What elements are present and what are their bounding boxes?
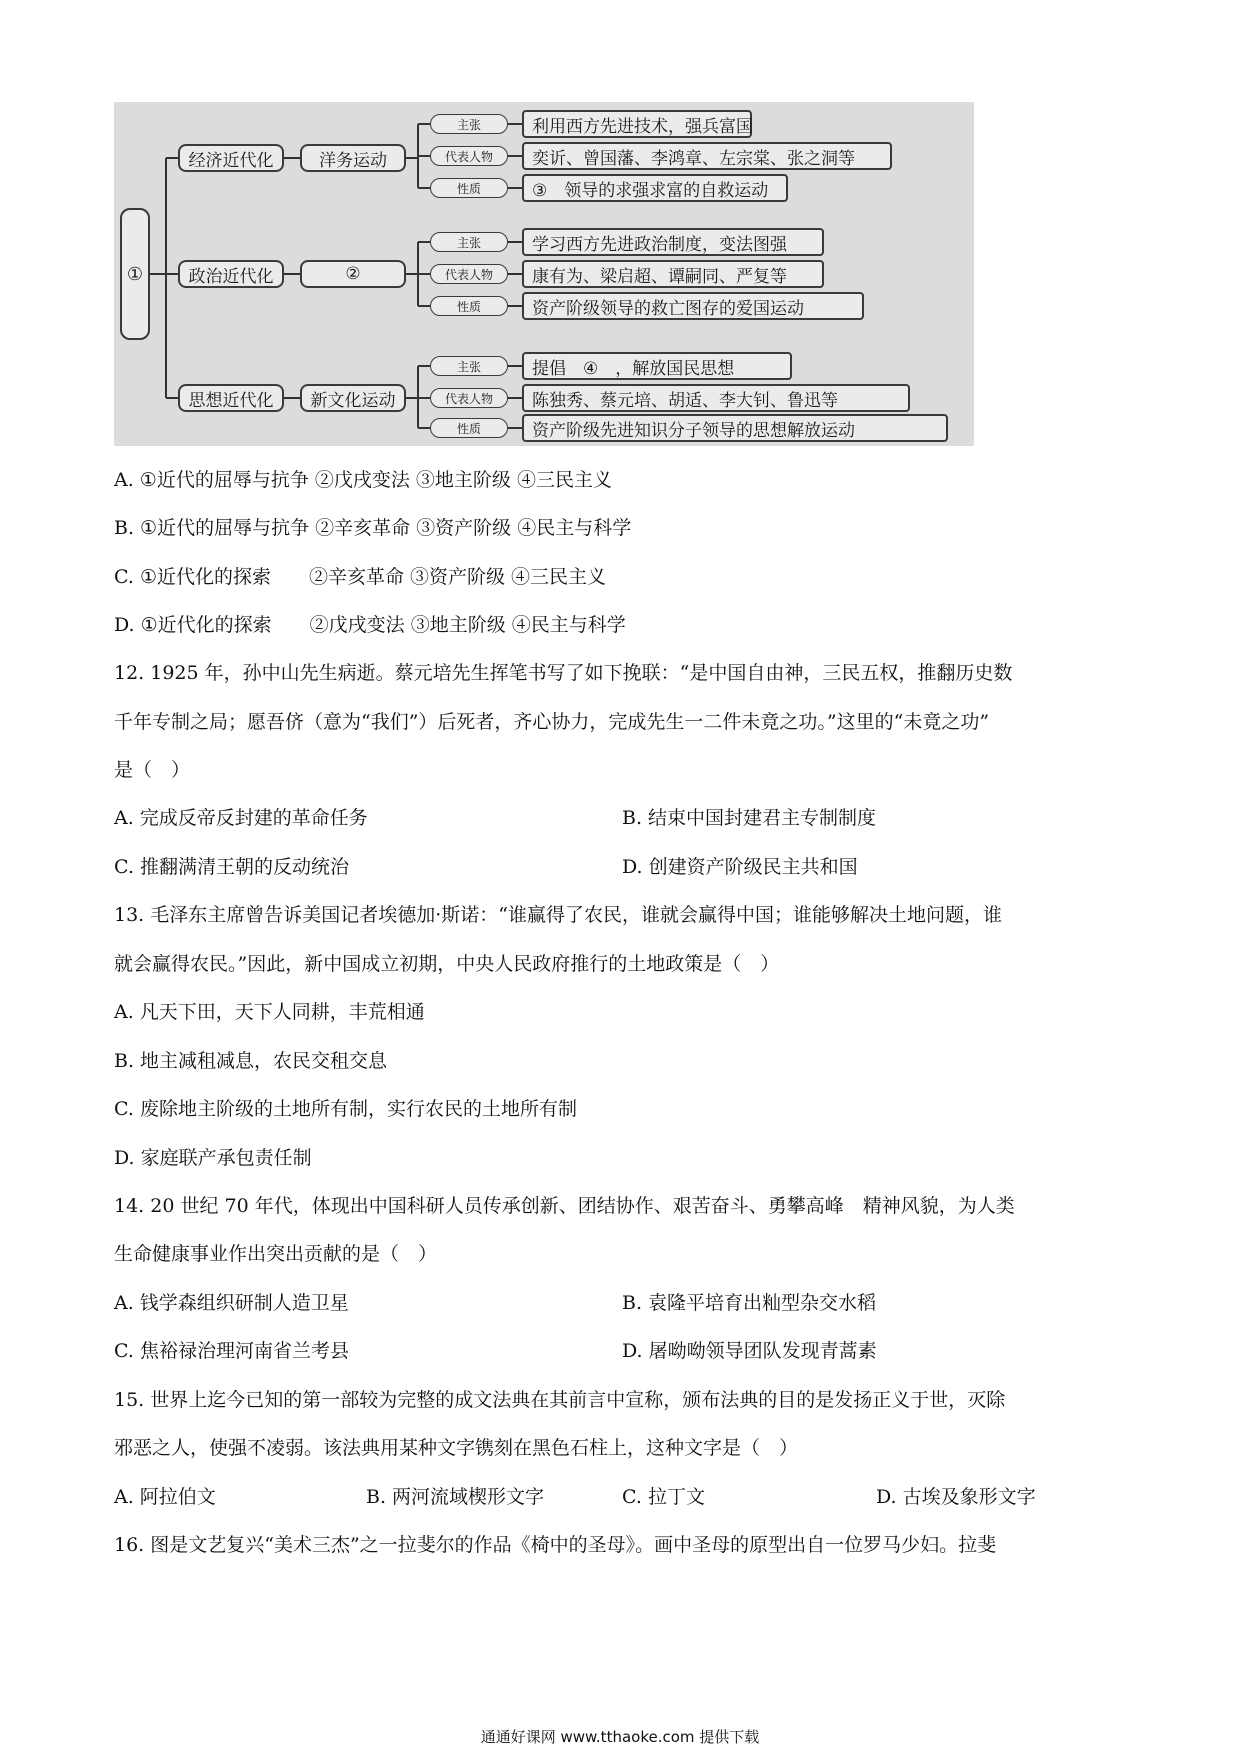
q14-stem-line: 生命健康事业作出突出贡献的是（ ） — [114, 1243, 438, 1265]
q12-option-a: A. 完成反帝反封建的革命任务 — [114, 807, 368, 829]
q12-option-d: D. 创建资产阶级民主共和国 — [622, 856, 858, 878]
q14-option-b: B. 袁隆平培育出籼型杂交水稻 — [622, 1292, 877, 1314]
q12-stem-line: 是（ ） — [114, 759, 191, 781]
q14-option-d: D. 屠呦呦领导团队发现青蒿素 — [622, 1340, 877, 1362]
description-box: 奕䜣、曾国藩、李鸿章、左宗棠、张之洞等 — [522, 142, 892, 170]
q16-stem-line: 16. 图是文艺复兴“美术三杰”之一拉斐尔的作品《椅中的圣母》。画中圣母的原型出自一位罗马少妇。拉斐 — [114, 1534, 997, 1556]
category-ideological-box: 思想近代化 — [178, 384, 284, 412]
q15-option-d: D. 古埃及象形文字 — [876, 1486, 1036, 1508]
q13-option-b: B. 地主减租减息，农民交租交息 — [114, 1050, 388, 1072]
q13-option-a: A. 凡天下田，天下人同耕，丰荒相通 — [114, 1001, 425, 1023]
description-box: 资产阶级先进知识分子领导的思想解放运动 — [522, 414, 948, 442]
knowledge-diagram-image — [114, 102, 974, 446]
description-box: 提倡 ④ ，解放国民思想 — [522, 352, 792, 380]
description-box: 利用西方先进技术，强兵富国 — [522, 110, 752, 138]
category-political-box: 政治近代化 — [178, 260, 284, 288]
tag-box: 主张 — [430, 114, 508, 134]
movement-blank-2-box: ② — [300, 260, 406, 288]
q15-stem-line: 15. 世界上迄今已知的第一部较为完整的成文法典在其前言中宣称，颁布法典的目的是发扬正义于世，灭除 — [114, 1389, 1006, 1411]
tag-box: 代表人物 — [430, 388, 508, 408]
q13-option-d: D. 家庭联产承包责任制 — [114, 1147, 312, 1169]
q12-option-b: B. 结束中国封建君主专制制度 — [622, 807, 877, 829]
q13-stem-line: 就会赢得农民。”因此，新中国成立初期，中央人民政府推行的土地政策是（ ） — [114, 953, 780, 975]
q14-option-c: C. 焦裕禄治理河南省兰考县 — [114, 1340, 349, 1362]
q13-option-c: C. 废除地主阶级的土地所有制，实行农民的土地所有制 — [114, 1098, 577, 1120]
q12-stem-line: 千年专制之局；愿吾侪（意为“我们”）后死者，齐心协力，完成先生一二件未竟之功。”这里的“未竟之功” — [114, 711, 990, 733]
q15-option-c: C. 拉丁文 — [622, 1486, 705, 1508]
q11-option-d: D. ①近代化的探索 ②戊戌变法 ③地主阶级 ④民主与科学 — [114, 614, 626, 636]
movement-new-culture-box: 新文化运动 — [300, 384, 406, 412]
description-box: 资产阶级领导的救亡图存的爱国运动 — [522, 292, 864, 320]
tag-box: 代表人物 — [430, 146, 508, 166]
q15-option-b: B. 两河流域楔形文字 — [366, 1486, 545, 1508]
category-economic-box: 经济近代化 — [178, 144, 284, 172]
description-box: 学习西方先进政治制度，变法图强 — [522, 228, 824, 256]
description-box: ③ 领导的求强求富的自救运动 — [522, 174, 788, 202]
q11-option-a: A. ①近代的屈辱与抗争 ②戊戌变法 ③地主阶级 ④三民主义 — [114, 469, 612, 491]
q13-stem-line: 13. 毛泽东主席曾告诉美国记者埃德加·斯诺：“谁赢得了农民，谁就会赢得中国；谁能够解决土地问题，谁 — [114, 904, 1003, 926]
q12-stem-line: 12. 1925 年，孙中山先生病逝。蔡元培先生挥笔书写了如下挽联：“是中国自由神，三民五权，推翻历史数 — [114, 662, 1013, 684]
q15-option-a: A. 阿拉伯文 — [114, 1486, 216, 1508]
tag-box: 代表人物 — [430, 264, 508, 284]
movement-westernization-box: 洋务运动 — [300, 144, 406, 172]
description-box: 陈独秀、蔡元培、胡适、李大钊、鲁迅等 — [522, 384, 910, 412]
q12-option-c: C. 推翻满清王朝的反动统治 — [114, 856, 349, 878]
q14-stem-line: 14. 20 世纪 70 年代，体现出中国科研人员传承创新、团结协作、艰苦奋斗、勇攀高峰 精神风貌，为人类 — [114, 1195, 1015, 1217]
tag-box: 主张 — [430, 232, 508, 252]
diagram-root-box: ① — [120, 208, 150, 340]
tag-box: 性质 — [430, 418, 508, 438]
q15-stem-line: 邪恶之人，使强不凌弱。该法典用某种文字镌刻在黑色石柱上，这种文字是（ ） — [114, 1437, 799, 1459]
tag-box: 性质 — [430, 178, 508, 198]
q14-option-a: A. 钱学森组织研制人造卫星 — [114, 1292, 349, 1314]
description-box: 康有为、梁启超、谭嗣同、严复等 — [522, 260, 824, 288]
q11-option-c: C. ①近代化的探索 ②辛亥革命 ③资产阶级 ④三民主义 — [114, 566, 607, 588]
tag-box: 主张 — [430, 356, 508, 376]
q11-option-b: B. ①近代的屈辱与抗争 ②辛亥革命 ③资产阶级 ④民主与科学 — [114, 517, 632, 539]
page-footer: 通通好课网 www.tthaoke.com 提供下载 — [480, 1728, 760, 1746]
tag-box: 性质 — [430, 296, 508, 316]
